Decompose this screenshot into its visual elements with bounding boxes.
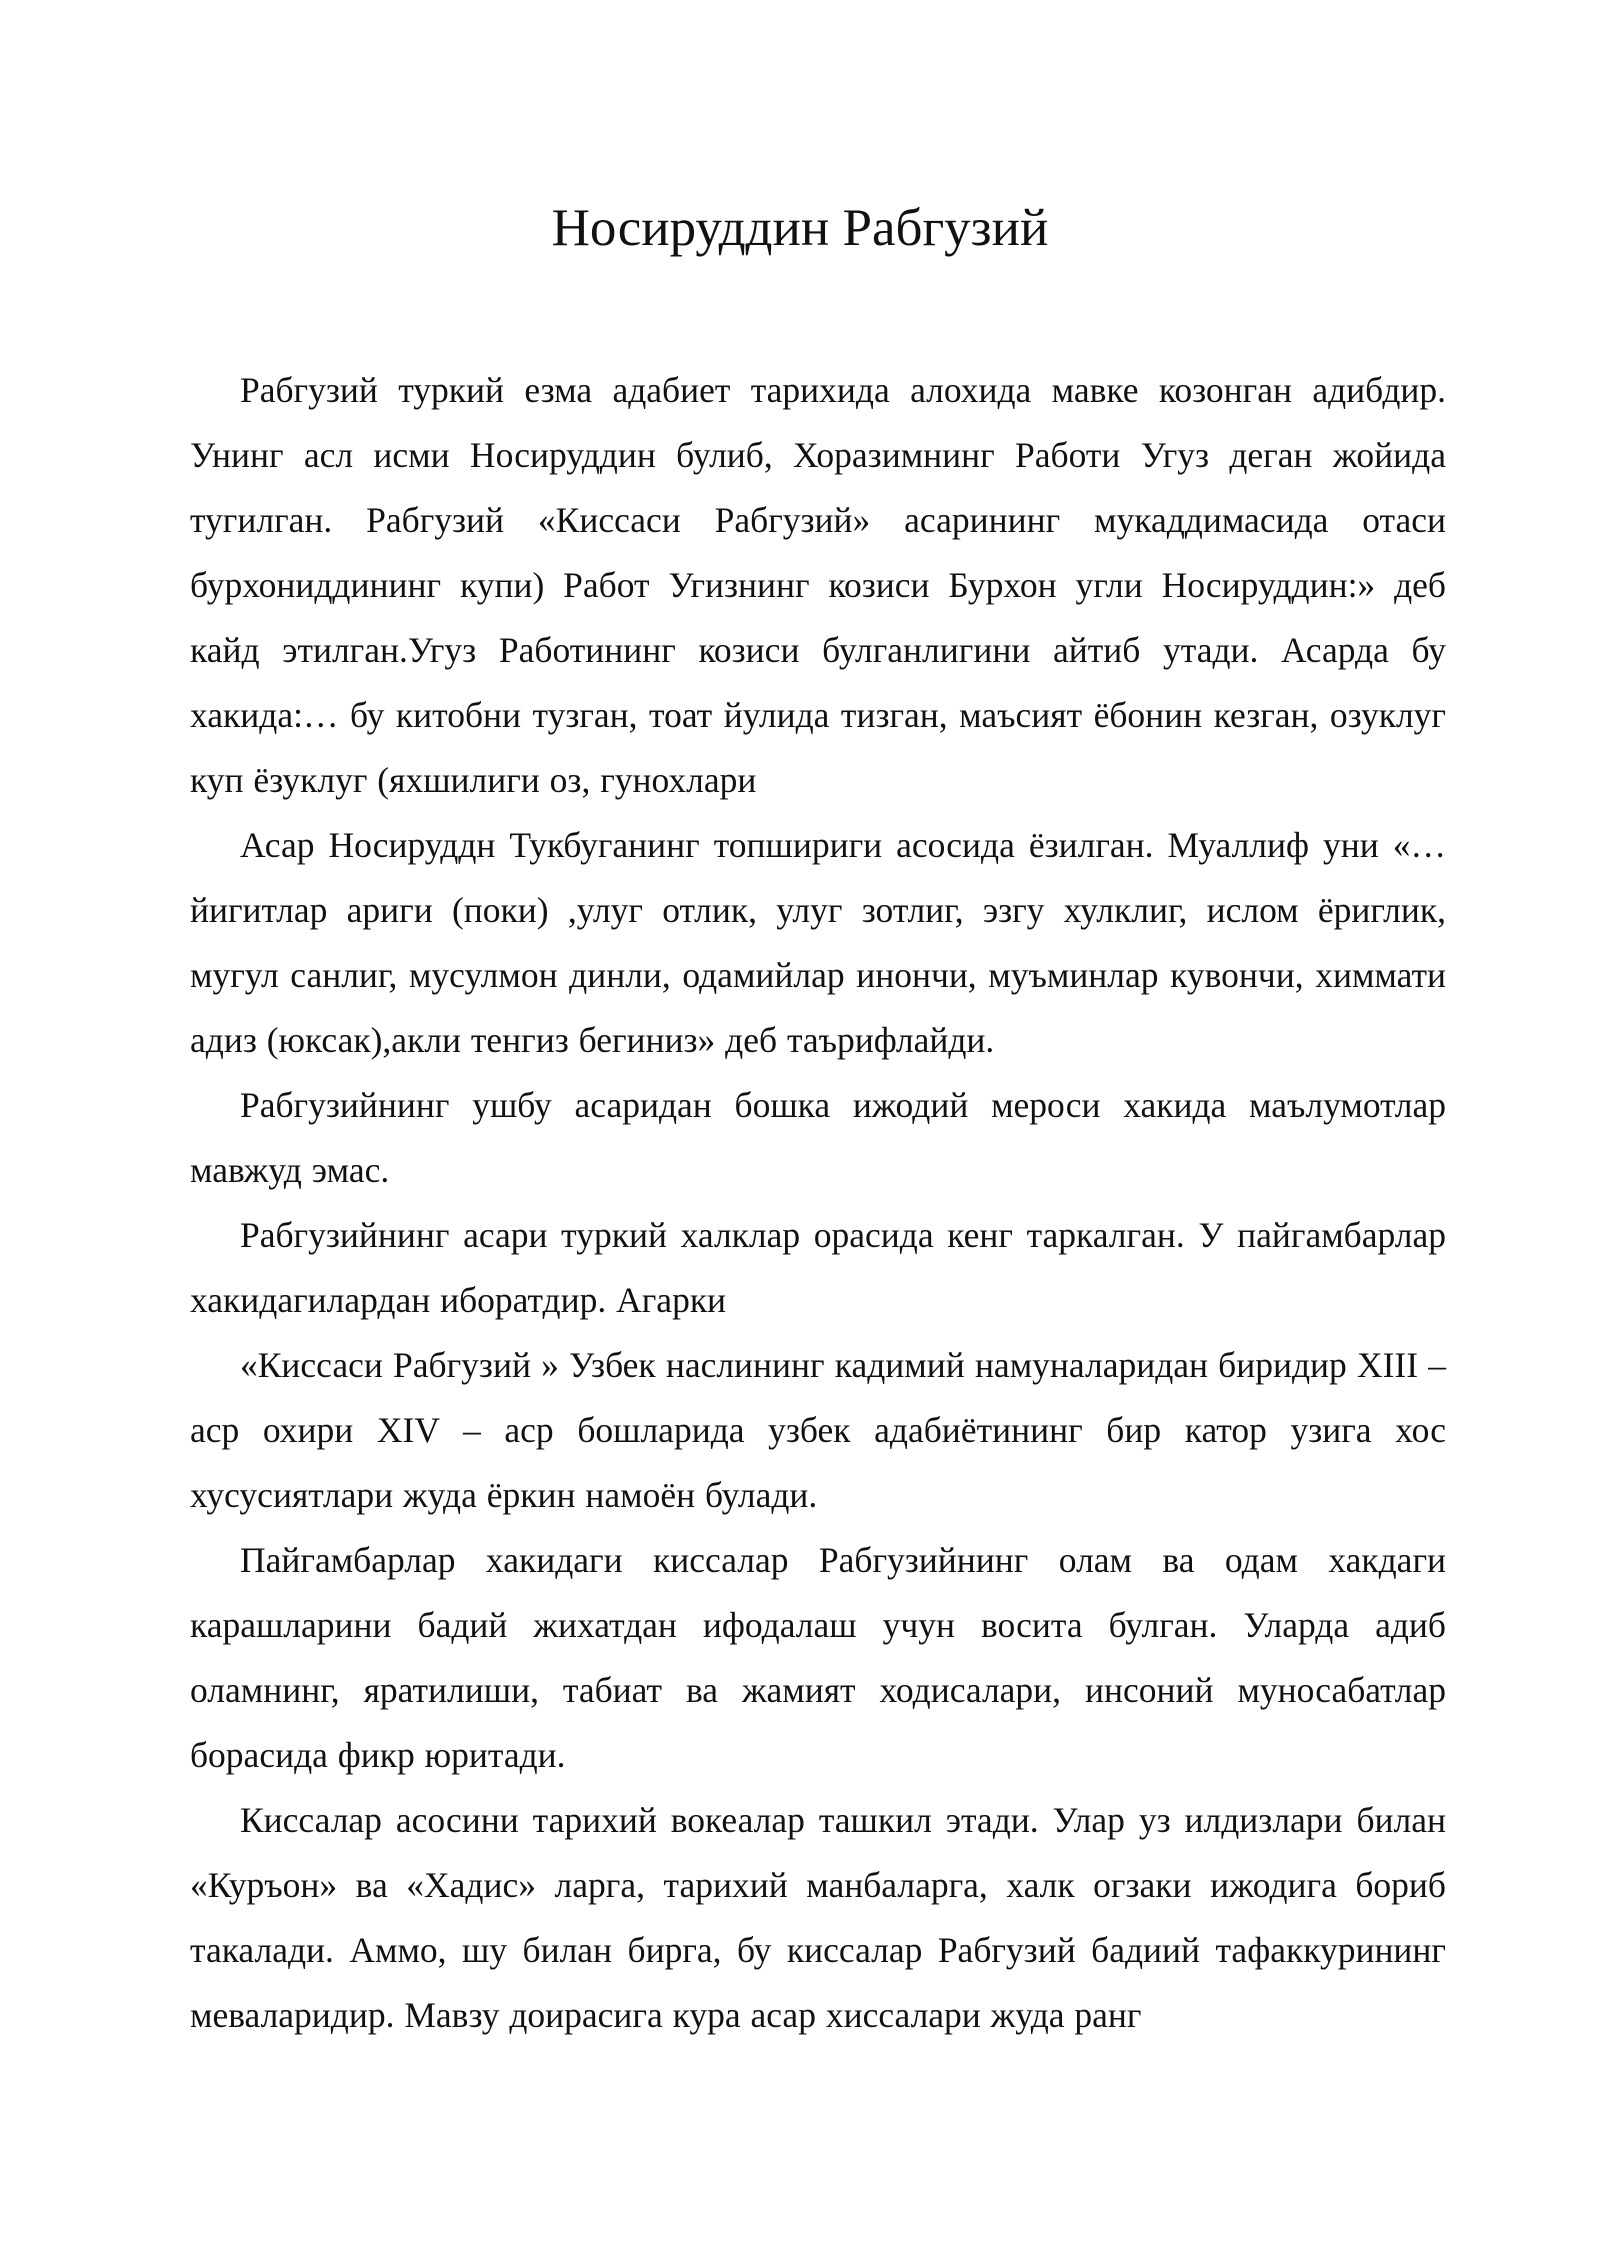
paragraph: Рабгузий туркий езма адабиет тарихида алохида мавке козонган адибдир. Унинг асл исми Носируддин булиб, Хоразимнинг Работи Угуз деган жойида тугилган. Рабгузий «Киссаси Рабгузий» асарининг мукаддимасида отаси бурхониддининг купи) Работ Угизнинг козиси Бурхон угли Носируддин:» деб кайд этилган.Угуз Работининг козиси булганлигини айтиб утади. Асарда бу хакида:… бу китобни тузган, тоат йулида тизган, маъсият ёбонин кезган, озуклуг куп ёзуклуг (яхшилиги оз, гунохлари bbox=[190, 370, 1446, 800]
paragraph: Рабгузийнинг ушбу асаридан бошка ижодий мероси хакида маълумотлар мавжуд эмас. bbox=[190, 1085, 1446, 1190]
paragraph: Пайгамбарлар хакидаги киссалар Рабгузийнинг олам ва одам хакдаги карашларини бадий жихатдан ифодалаш учун восита булган. Уларда адиб оламнинг, яратилиши, табиат ва жамият ходисалари, инсоний муносабатлар борасида фикр юритади. bbox=[190, 1540, 1446, 1775]
paragraph: «Киссаси Рабгузий » Узбек наслининг кадимий намуналаридан биридир XIII – аср охири XIV – аср бошларида узбек адабиётининг бир катор узига хос хусусиятлари жуда ёркин намоён булади. bbox=[190, 1345, 1446, 1515]
paragraph: Киссалар асосини тарихий вокеалар ташкил этади. Улар уз илдизлари билан «Куръон» ва «Хадис» ларга, тарихий манбаларга, халк огзаки ижодига бориб такалади. Аммо, шу билан бирга, бу киссалар Рабгузий бадиий тафаккурининг меваларидир. Мавзу доирасига кура асар хиссалари жуда ранг bbox=[190, 1800, 1446, 2035]
document-body bbox=[190, 358, 1446, 2048]
paragraph: Асар Носируддн Тукбуганинг топшириги асосида ёзилган. Муаллиф уни «…йигитлар ариги (поки) ,улуг отлик, улуг зотлиг, эзгу хулклиг, ислом ёриглик, мугул санлиг, мусулмон динли, одамийлар инончи, муъминлар кувончи, химмати адиз (юксак),акли тенгиз бегиниз» деб таърифлайди. bbox=[190, 825, 1446, 1060]
page-title: Носируддин Рабгузий bbox=[551, 199, 1049, 257]
paragraph: Рабгузийнинг асари туркий халклар орасида кенг таркалган. У пайгамбарлар хакидагилардан иборатдир. Агарки bbox=[190, 1215, 1446, 1320]
